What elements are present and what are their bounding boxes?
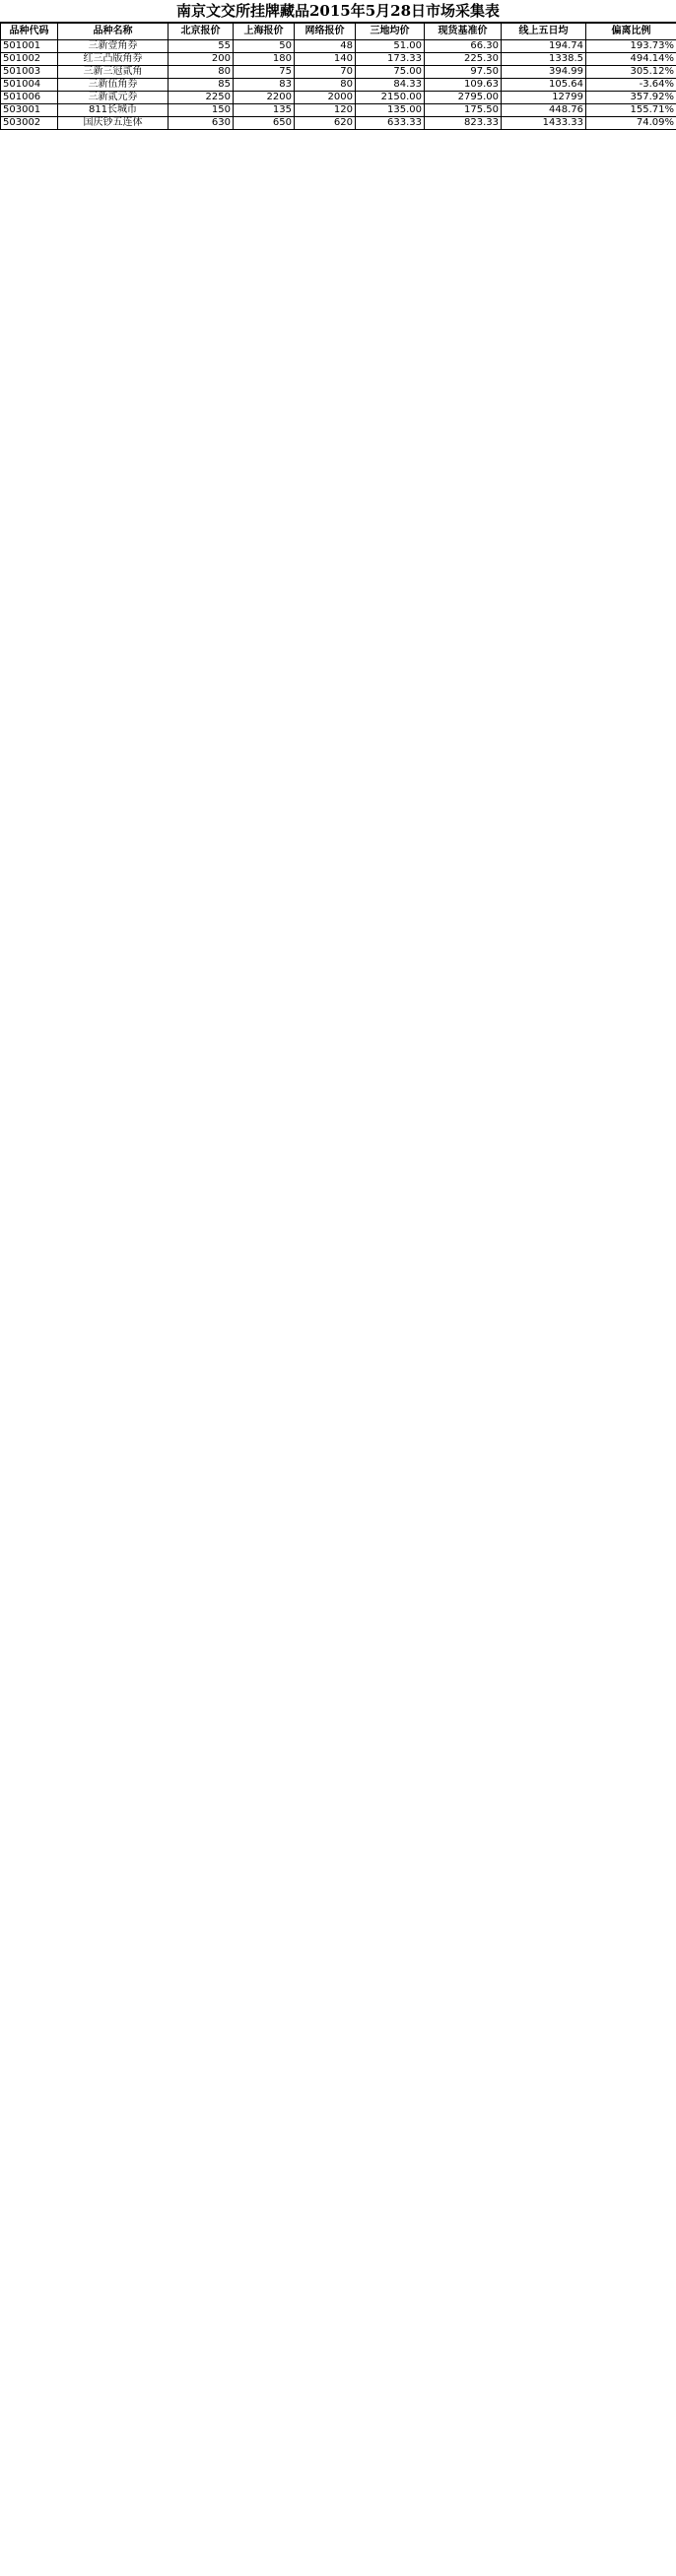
cell-beijing: 80	[169, 66, 234, 79]
col-header-online: 网络报价	[295, 24, 356, 40]
col-header-beijing: 北京报价	[169, 24, 234, 40]
header-row	[1, 24, 676, 40]
cell-beijing: 200	[169, 53, 234, 66]
cell-online: 80	[295, 79, 356, 92]
cell-deviation: -3.64%	[586, 79, 676, 92]
cell-base: 823.33	[425, 117, 502, 130]
cell-five-day: 105.64	[502, 79, 586, 92]
cell-base: 175.50	[425, 104, 502, 117]
cell-shanghai: 2200	[234, 92, 295, 104]
cell-beijing: 150	[169, 104, 234, 117]
cell-deviation: 193.73%	[586, 40, 676, 53]
cell-name: 811长城币	[58, 104, 169, 117]
cell-code: 503002	[1, 117, 58, 130]
cell-shanghai: 180	[234, 53, 295, 66]
cell-name: 三新贰元券	[58, 92, 169, 104]
cell-beijing: 85	[169, 79, 234, 92]
col-header-shanghai: 上海报价	[234, 24, 295, 40]
cell-avg: 633.33	[356, 117, 425, 130]
cell-beijing: 55	[169, 40, 234, 53]
cell-avg: 51.00	[356, 40, 425, 53]
price-sheet	[0, 0, 676, 130]
cell-code: 501003	[1, 66, 58, 79]
cell-shanghai: 135	[234, 104, 295, 117]
cell-code: 501001	[1, 40, 58, 53]
table-row	[1, 92, 676, 104]
cell-name: 三新三冠贰角	[58, 66, 169, 79]
cell-five-day: 1338.5	[502, 53, 586, 66]
cell-code: 501004	[1, 79, 58, 92]
cell-avg: 173.33	[356, 53, 425, 66]
cell-shanghai: 83	[234, 79, 295, 92]
cell-deviation: 305.12%	[586, 66, 676, 79]
cell-online: 140	[295, 53, 356, 66]
col-header-name: 品种名称	[58, 24, 169, 40]
cell-shanghai: 50	[234, 40, 295, 53]
cell-deviation: 74.09%	[586, 117, 676, 130]
cell-online: 120	[295, 104, 356, 117]
col-header-code: 品种代码	[1, 24, 58, 40]
price-table	[0, 23, 676, 130]
cell-name: 三新伍角券	[58, 79, 169, 92]
table-row	[1, 66, 676, 79]
cell-online: 70	[295, 66, 356, 79]
cell-online: 2000	[295, 92, 356, 104]
cell-five-day: 12799	[502, 92, 586, 104]
col-header-base: 现货基准价	[425, 24, 502, 40]
cell-deviation: 357.92%	[586, 92, 676, 104]
cell-beijing: 630	[169, 117, 234, 130]
cell-base: 2795.00	[425, 92, 502, 104]
table-row	[1, 104, 676, 117]
col-header-five-day: 线上五日均	[502, 24, 586, 40]
cell-five-day: 194.74	[502, 40, 586, 53]
cell-name: 三新壹角券	[58, 40, 169, 53]
cell-deviation: 494.14%	[586, 53, 676, 66]
cell-beijing: 2250	[169, 92, 234, 104]
table-row	[1, 117, 676, 130]
cell-deviation: 155.71%	[586, 104, 676, 117]
cell-avg: 2150.00	[356, 92, 425, 104]
cell-name: 国庆钞五连体	[58, 117, 169, 130]
cell-five-day: 394.99	[502, 66, 586, 79]
cell-shanghai: 650	[234, 117, 295, 130]
cell-avg: 135.00	[356, 104, 425, 117]
cell-online: 620	[295, 117, 356, 130]
cell-avg: 75.00	[356, 66, 425, 79]
cell-base: 97.50	[425, 66, 502, 79]
cell-online: 48	[295, 40, 356, 53]
cell-code: 501002	[1, 53, 58, 66]
table-body	[1, 40, 676, 130]
cell-code: 503001	[1, 104, 58, 117]
cell-name: 红三凸版角券	[58, 53, 169, 66]
cell-base: 109.63	[425, 79, 502, 92]
cell-shanghai: 75	[234, 66, 295, 79]
cell-five-day: 1433.33	[502, 117, 586, 130]
table-row	[1, 79, 676, 92]
cell-base: 225.30	[425, 53, 502, 66]
table-row	[1, 53, 676, 66]
cell-base: 66.30	[425, 40, 502, 53]
col-header-avg: 三地均价	[356, 24, 425, 40]
col-header-deviation: 偏离比例	[586, 24, 676, 40]
sheet-title: 南京文交所挂牌藏品2015年5月28日市场采集表	[0, 0, 676, 23]
table-row	[1, 40, 676, 53]
cell-five-day: 448.76	[502, 104, 586, 117]
cell-code: 501006	[1, 92, 58, 104]
cell-avg: 84.33	[356, 79, 425, 92]
